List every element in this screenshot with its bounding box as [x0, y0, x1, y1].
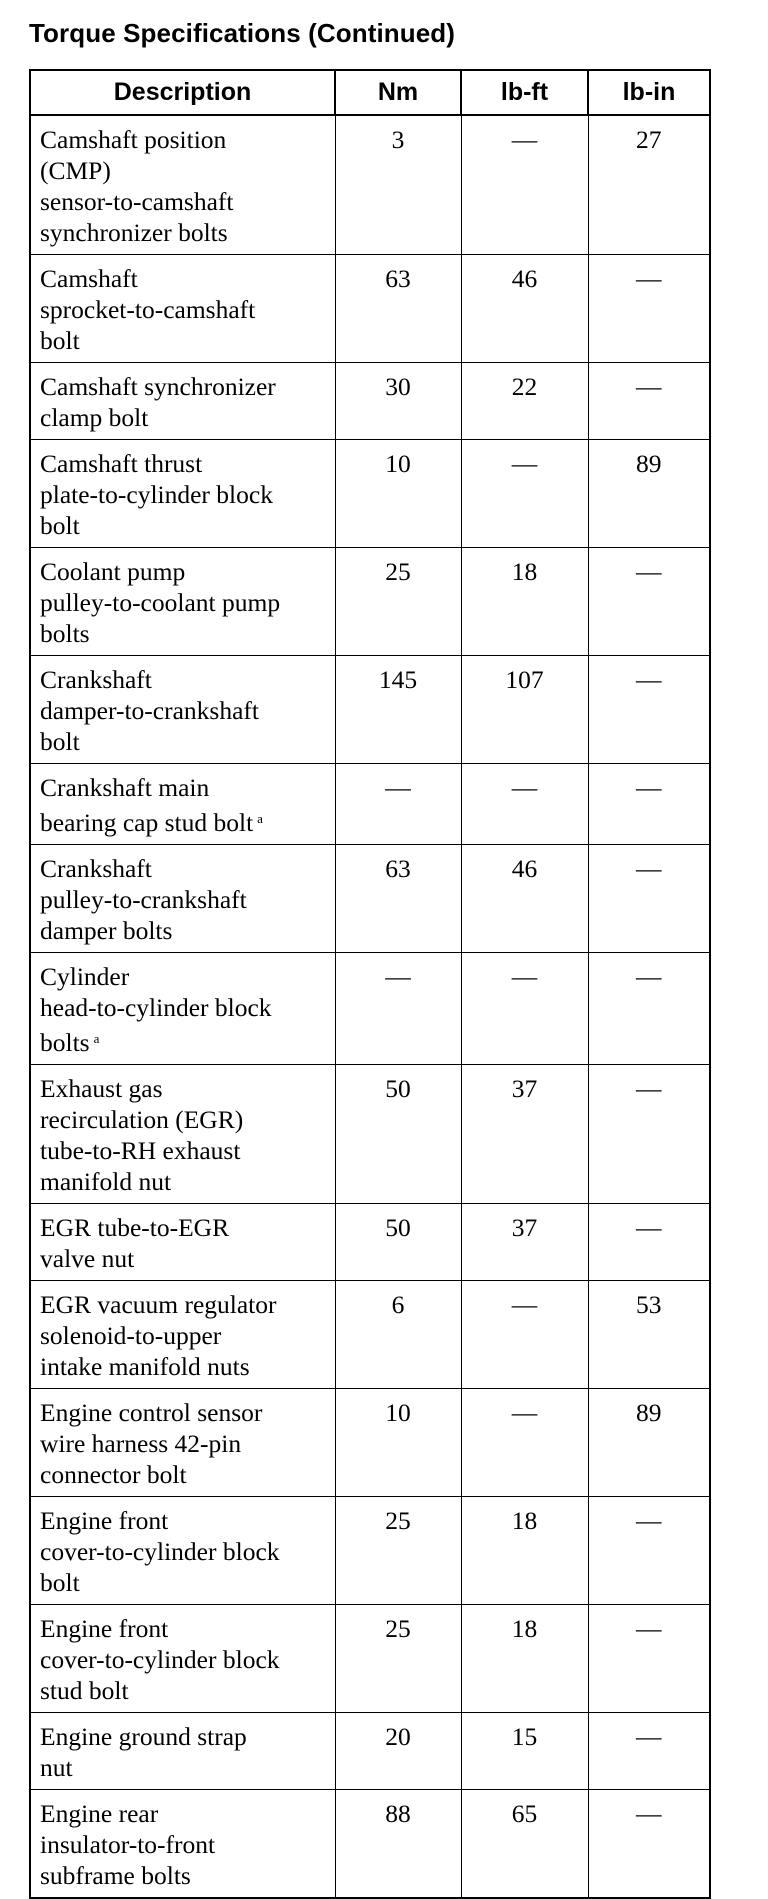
description-cell — [30, 656, 335, 764]
description-line — [40, 1104, 329, 1135]
lb-ft-cell: — — [461, 1388, 588, 1496]
description-line — [40, 884, 329, 915]
description-text: bolt — [40, 326, 80, 355]
description-text: tube-to-RH exhaust — [40, 1135, 241, 1165]
description-line — [40, 1023, 329, 1058]
description-line — [40, 1289, 329, 1320]
description-text: Crankshaft main — [40, 773, 210, 802]
description-text: Engine rear — [40, 1798, 159, 1828]
lb-ft-cell: 65 — [461, 1789, 588, 1898]
nm-cell: 3 — [335, 115, 461, 255]
description-cell — [30, 1789, 335, 1898]
description-line — [40, 1829, 329, 1860]
description-line — [40, 1644, 329, 1675]
description-text: bolt — [40, 511, 80, 540]
header-lb-ft: lb-ft — [461, 70, 588, 115]
description-text: EGR tube-to-EGR — [40, 1212, 230, 1242]
description-line — [40, 1397, 329, 1428]
description-text: solenoid-to-upper — [40, 1320, 222, 1350]
description-text: Engine control sensor — [40, 1397, 263, 1427]
description-line — [40, 803, 329, 838]
description-line — [40, 772, 329, 803]
description-text: bolts — [40, 619, 90, 648]
description-cell — [30, 1496, 335, 1604]
nm-cell: 25 — [335, 1496, 461, 1604]
description-line — [40, 961, 329, 992]
description-line — [40, 992, 329, 1023]
description-line — [40, 1675, 329, 1706]
nm-cell: 63 — [335, 255, 461, 363]
description-text: Camshaft — [40, 264, 138, 293]
description-text: bolt — [40, 727, 80, 756]
lb-ft-cell: 18 — [461, 1604, 588, 1712]
description-line — [40, 1613, 329, 1644]
lb-in-cell: — — [588, 1789, 710, 1898]
lb-ft-cell: 37 — [461, 1064, 588, 1203]
table-row — [30, 1496, 710, 1604]
table-row — [30, 255, 710, 363]
description-line — [40, 726, 329, 757]
description-text: (CMP) — [40, 156, 111, 185]
description-line — [40, 1721, 329, 1752]
torque-spec-table — [29, 69, 711, 1899]
lb-ft-cell: 15 — [461, 1712, 588, 1789]
description-line — [40, 186, 329, 217]
description-text: damper-to-crankshaft — [40, 696, 259, 725]
table-header-row — [30, 70, 710, 115]
description-text: cover-to-cylinder block — [40, 1536, 280, 1566]
description-line — [40, 1536, 329, 1567]
lb-ft-cell: — — [461, 952, 588, 1064]
description-line — [40, 1567, 329, 1598]
lb-in-cell: — — [588, 1604, 710, 1712]
table-row — [30, 764, 710, 845]
description-line — [40, 155, 329, 186]
header-nm: Nm — [335, 70, 461, 115]
description-text: synchronizer bolts — [40, 218, 228, 247]
lb-in-cell: — — [588, 1712, 710, 1789]
description-cell — [30, 363, 335, 440]
header-description: Description — [30, 70, 335, 115]
description-line — [40, 915, 329, 946]
description-line — [40, 1351, 329, 1382]
description-cell — [30, 1712, 335, 1789]
lb-ft-cell: 18 — [461, 548, 588, 656]
description-line — [40, 1073, 329, 1104]
description-cell — [30, 764, 335, 845]
description-text: valve nut — [40, 1243, 135, 1273]
lb-ft-cell: 22 — [461, 363, 588, 440]
description-text: Camshaft position — [40, 125, 227, 154]
description-line — [40, 1135, 329, 1166]
lb-in-cell: 89 — [588, 440, 710, 548]
description-text: Exhaust gas — [40, 1073, 163, 1103]
header-lb-in: lb-in — [588, 70, 710, 115]
description-line — [40, 124, 329, 155]
description-line — [40, 402, 329, 433]
description-cell — [30, 548, 335, 656]
description-text: manifold nut — [40, 1166, 172, 1196]
description-cell — [30, 1280, 335, 1388]
description-cell — [30, 1604, 335, 1712]
description-text: connector bolt — [40, 1459, 187, 1489]
table-row — [30, 1280, 710, 1388]
lb-ft-cell: 18 — [461, 1496, 588, 1604]
nm-cell: — — [335, 952, 461, 1064]
lb-in-cell: — — [588, 1203, 710, 1280]
description-line — [40, 510, 329, 541]
description-line — [40, 1860, 329, 1891]
lb-in-cell: — — [588, 548, 710, 656]
description-line — [40, 1166, 329, 1197]
table-row — [30, 440, 710, 548]
description-line — [40, 618, 329, 649]
nm-cell: 63 — [335, 844, 461, 952]
description-cell — [30, 440, 335, 548]
description-text: recirculation (EGR) — [40, 1104, 244, 1134]
nm-cell: 30 — [335, 363, 461, 440]
lb-ft-cell: — — [461, 440, 588, 548]
nm-cell: — — [335, 764, 461, 845]
description-text: subframe bolts — [40, 1860, 191, 1890]
description-text: nut — [40, 1752, 73, 1782]
lb-in-cell: — — [588, 1064, 710, 1203]
description-line — [40, 294, 329, 325]
description-text: Crankshaft — [40, 853, 152, 883]
description-cell — [30, 1388, 335, 1496]
description-cell — [30, 1203, 335, 1280]
lb-in-cell: — — [588, 363, 710, 440]
page-title: Torque Specifications (Continued) — [29, 18, 456, 48]
description-line — [40, 1798, 329, 1829]
lb-ft-cell: — — [461, 1280, 588, 1388]
description-text: Engine front — [40, 1613, 169, 1643]
description-cell — [30, 115, 335, 255]
description-text: Engine front — [40, 1505, 169, 1535]
nm-cell: 20 — [335, 1712, 461, 1789]
lb-in-cell: — — [588, 255, 710, 363]
lb-in-cell: — — [588, 952, 710, 1064]
table-row — [30, 1388, 710, 1496]
footnote-marker: a — [257, 811, 263, 826]
description-cell — [30, 1064, 335, 1203]
description-line — [40, 1428, 329, 1459]
table-row — [30, 844, 710, 952]
description-text: sensor-to-camshaft — [40, 187, 234, 216]
nm-cell: 10 — [335, 440, 461, 548]
table-row — [30, 1712, 710, 1789]
description-text: pulley-to-coolant pump — [40, 588, 281, 617]
table-row — [30, 1064, 710, 1203]
description-text: Camshaft thrust — [40, 449, 203, 478]
description-text: damper bolts — [40, 915, 173, 945]
description-text: bolts — [40, 1027, 90, 1057]
description-cell — [30, 255, 335, 363]
description-text: Engine ground strap — [40, 1721, 247, 1751]
description-text: wire harness 42-pin — [40, 1428, 242, 1458]
description-line — [40, 587, 329, 618]
description-text: Coolant pump — [40, 557, 186, 586]
description-text: Camshaft synchronizer — [40, 372, 276, 401]
description-text: bearing cap stud bolt — [40, 807, 254, 837]
nm-cell: 25 — [335, 548, 461, 656]
lb-in-cell: 89 — [588, 1388, 710, 1496]
description-line — [40, 556, 329, 587]
description-line — [40, 263, 329, 294]
footnote-marker: a — [93, 1030, 100, 1046]
nm-cell: 50 — [335, 1203, 461, 1280]
description-text: bolt — [40, 1567, 80, 1597]
nm-cell: 50 — [335, 1064, 461, 1203]
lb-ft-cell: — — [461, 764, 588, 845]
lb-in-cell: 53 — [588, 1280, 710, 1388]
lb-ft-cell: 46 — [461, 844, 588, 952]
table-row — [30, 1203, 710, 1280]
description-text: pulley-to-crankshaft — [40, 884, 247, 914]
description-text: head-to-cylinder block — [40, 992, 272, 1022]
lb-ft-cell: 37 — [461, 1203, 588, 1280]
table-body — [30, 115, 710, 1898]
description-line — [40, 695, 329, 726]
lb-in-cell: — — [588, 844, 710, 952]
nm-cell: 88 — [335, 1789, 461, 1898]
description-line — [40, 664, 329, 695]
description-text: Cylinder — [40, 961, 130, 991]
table-row — [30, 115, 710, 255]
table-row — [30, 548, 710, 656]
description-line — [40, 1243, 329, 1274]
description-cell — [30, 952, 335, 1064]
description-line — [40, 1505, 329, 1536]
description-line — [40, 1320, 329, 1351]
nm-cell: 10 — [335, 1388, 461, 1496]
description-text: EGR vacuum regulator — [40, 1289, 277, 1319]
description-line — [40, 217, 329, 248]
lb-in-cell: — — [588, 1496, 710, 1604]
table-row — [30, 1604, 710, 1712]
table-row — [30, 656, 710, 764]
lb-ft-cell: 107 — [461, 656, 588, 764]
lb-ft-cell: — — [461, 115, 588, 255]
lb-in-cell: — — [588, 764, 710, 845]
description-line — [40, 853, 329, 884]
description-line — [40, 479, 329, 510]
lb-in-cell: — — [588, 656, 710, 764]
table-row — [30, 1789, 710, 1898]
nm-cell: 6 — [335, 1280, 461, 1388]
nm-cell: 145 — [335, 656, 461, 764]
description-text: plate-to-cylinder block — [40, 480, 273, 509]
description-text: clamp bolt — [40, 403, 149, 432]
description-text: insulator-to-front — [40, 1829, 216, 1859]
table-row — [30, 952, 710, 1064]
description-text: stud bolt — [40, 1675, 129, 1705]
description-cell — [30, 844, 335, 952]
description-line — [40, 1459, 329, 1490]
description-text: intake manifold nuts — [40, 1351, 250, 1381]
table-row — [30, 363, 710, 440]
description-text: Crankshaft — [40, 665, 152, 694]
lb-ft-cell: 46 — [461, 255, 588, 363]
description-line — [40, 448, 329, 479]
description-text: sprocket-to-camshaft — [40, 295, 256, 324]
nm-cell: 25 — [335, 1604, 461, 1712]
lb-in-cell: 27 — [588, 115, 710, 255]
description-line — [40, 325, 329, 356]
description-text: cover-to-cylinder block — [40, 1644, 280, 1674]
description-line — [40, 371, 329, 402]
description-line — [40, 1212, 329, 1243]
description-line — [40, 1752, 329, 1783]
